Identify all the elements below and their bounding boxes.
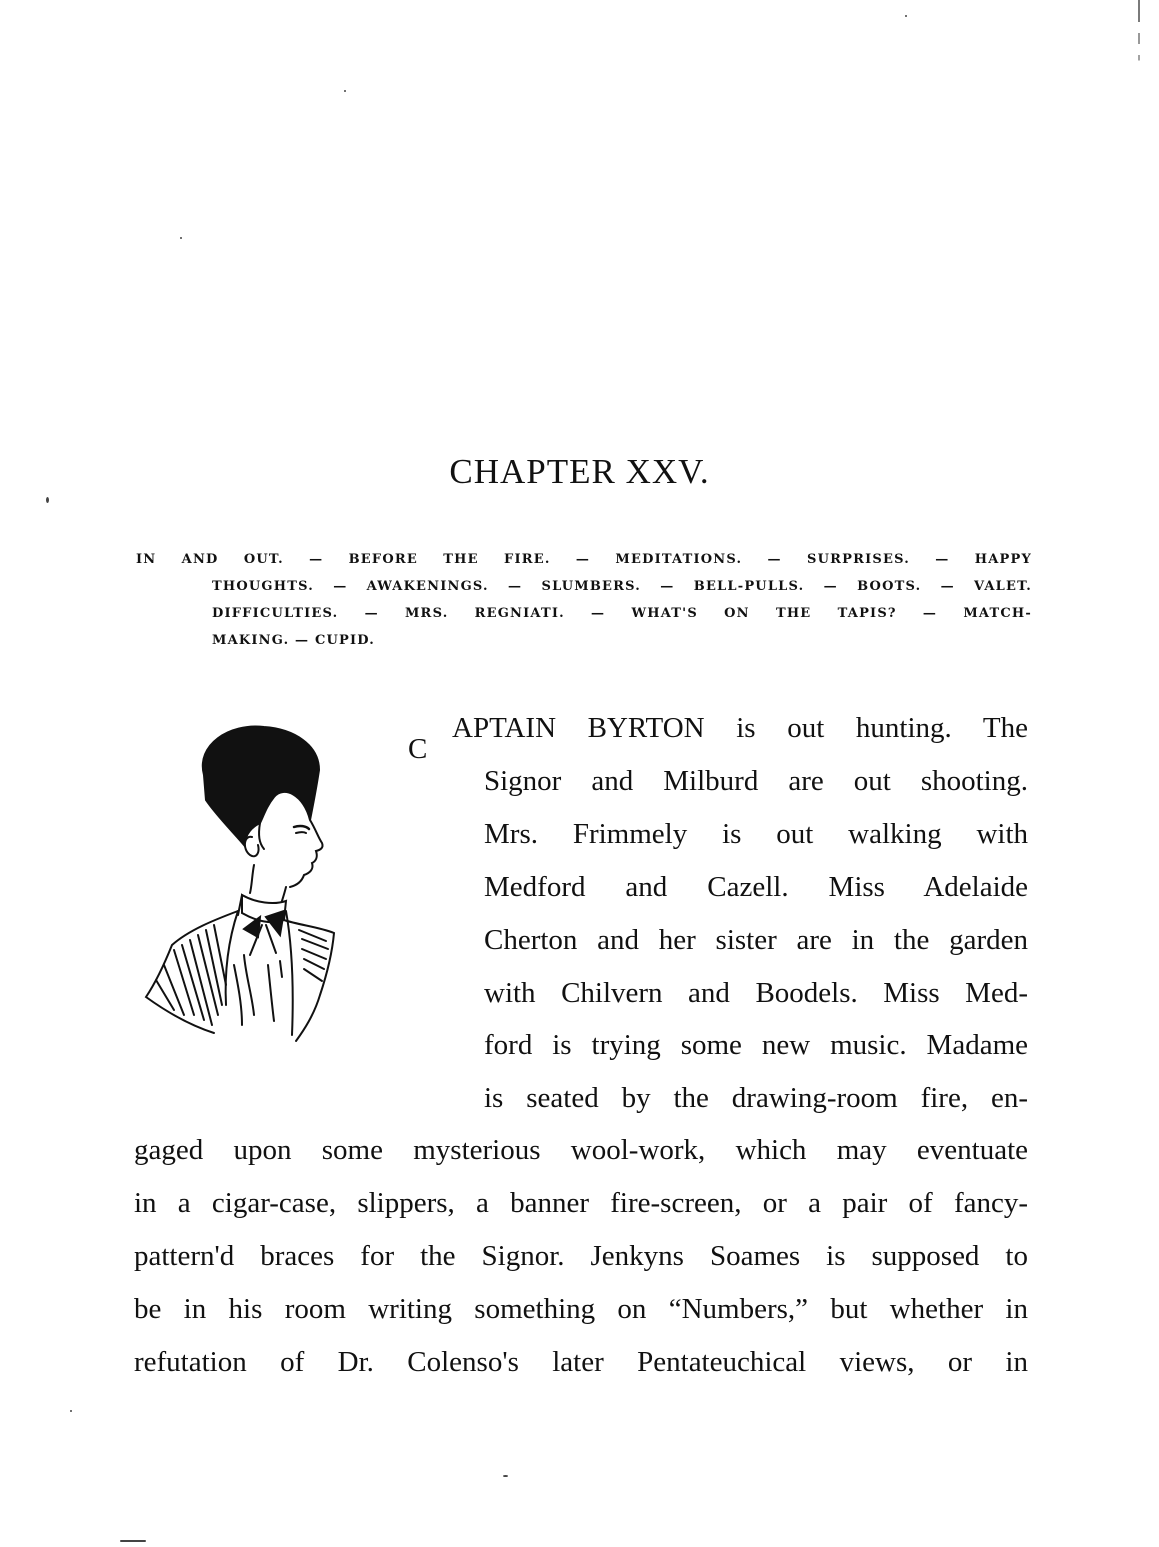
page-edge-mark	[1138, 0, 1140, 110]
scan-speck	[46, 497, 49, 503]
summary-line: IN AND OUT. — BEFORE THE FIRE. — MEDITATIONS. — SURPRISES. — HAPPY	[136, 552, 1032, 567]
scan-speck	[120, 1540, 146, 1542]
body-line: be in his room writing something on “Numbers,” but whether in	[134, 1293, 1028, 1325]
gentleman-portrait-icon	[134, 715, 344, 1045]
scan-speck	[70, 1410, 72, 1412]
body-line: Signor and Milburd are out shooting.	[484, 765, 1028, 797]
scan-speck	[180, 237, 182, 239]
body-line: Mrs. Frimmely is out walking with	[484, 818, 1028, 850]
body-line: pattern'd braces for the Signor. Jenkyns Soames is supposed to	[134, 1240, 1028, 1272]
body-line: Cherton and her sister are in the garden	[484, 924, 1028, 956]
chapter-title: CHAPTER XXV.	[449, 452, 710, 491]
body-line: Medford and Cazell. Miss Adelaide	[484, 871, 1028, 903]
summary-line: DIFFICULTIES. — MRS. REGNIATI. — WHAT'S ON THE TAPIS? — MATCH-	[212, 606, 1032, 621]
body-line: in a cigar-case, slippers, a banner fire-screen, or a pair of fancy-	[134, 1187, 1028, 1219]
body-line: gaged upon some mysterious wool-work, which may eventuate	[134, 1134, 1028, 1166]
body-line: with Chilvern and Boodels. Miss Med-	[484, 977, 1028, 1009]
summary-line: MAKING. — CUPID.	[212, 633, 376, 648]
chapter-summary	[136, 546, 1032, 654]
scan-speck	[905, 15, 907, 17]
body-line: refutation of Dr. Colenso's later Pentateuchical views, or in	[134, 1346, 1028, 1378]
scan-speck	[503, 1475, 508, 1477]
drop-cap: C	[408, 733, 428, 765]
body-line: APTAIN BYRTON is out hunting. The	[452, 712, 1028, 744]
body-line: ford is trying some new music. Madame	[484, 1029, 1028, 1061]
body-line: is seated by the drawing-room fire, en-	[484, 1082, 1028, 1114]
summary-line: THOUGHTS. — AWAKENINGS. — SLUMBERS. — BELL-PULLS. — BOOTS. — VALET.	[212, 579, 1032, 594]
scan-speck	[344, 90, 346, 92]
